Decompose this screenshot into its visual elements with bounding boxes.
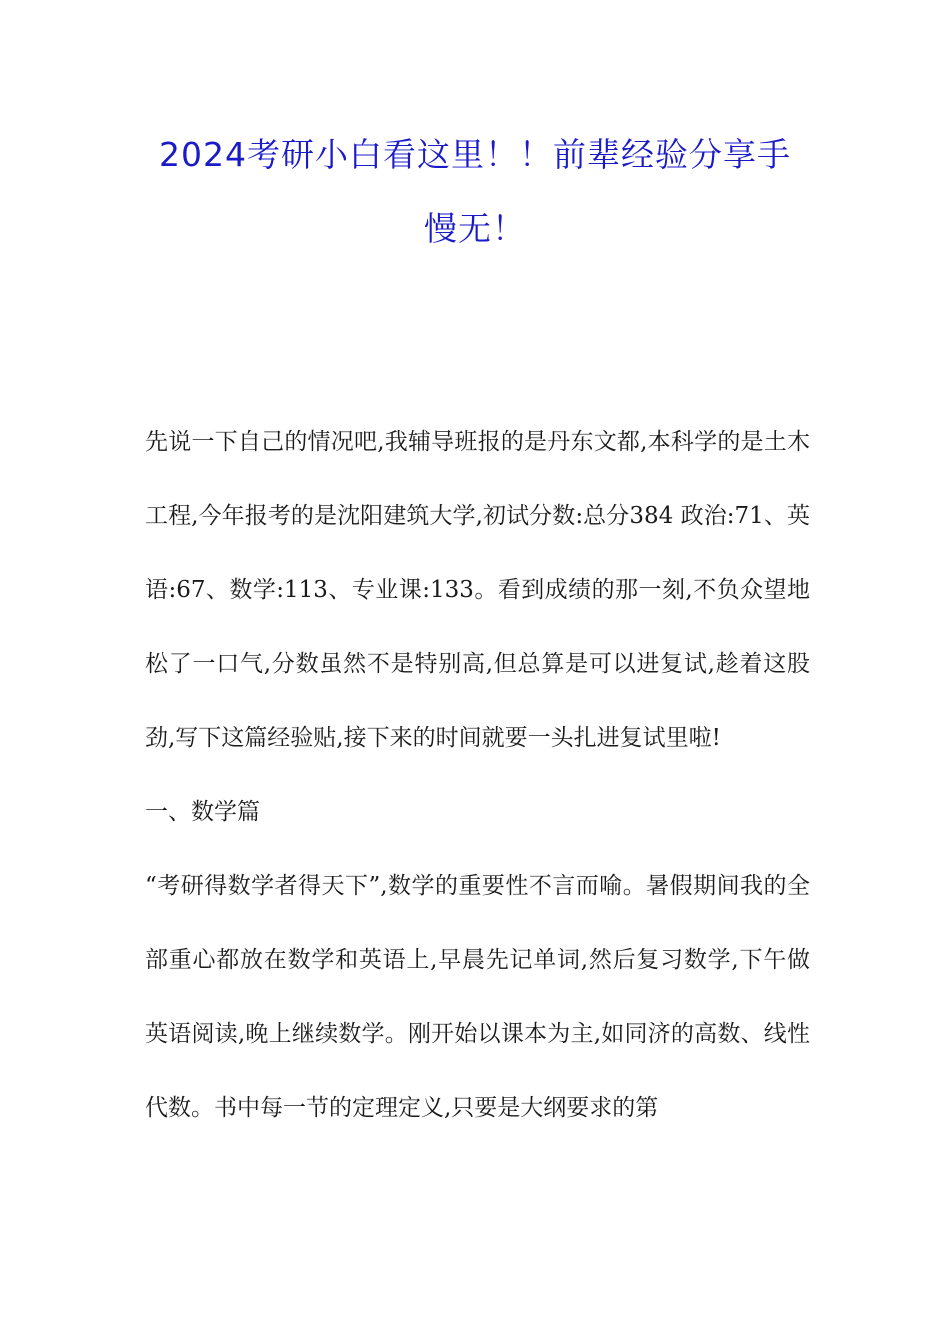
document-title: 2024考研小白看这里！！前辈经验分享手慢无！ [159,135,791,248]
document-body [145,405,810,1145]
section-heading-math: 一、数学篇 [145,799,260,825]
paragraph-intro: 先说一下自己的情况吧,我辅导班报的是丹东文都,本科学的是土木工程,今年报考的是沈阳建筑大学,初试分数:总分384 政治:71、英语:67、数学:113、专业课:133。看到成绩的那一刻,不负众望地松了一口气,分数虽然不是特别高,但总算是可以进复试,趁着这股劲,写下这篇经验贴,接下来的时间就要一头扎进复试里啦! [145,429,810,751]
paragraph-math: “考研得数学者得天下”,数学的重要性不言而喻。暑假期间我的全部重心都放在数学和英语上,早晨先记单词,然后复习数学,下午做英语阅读,晚上继续数学。刚开始以课本为主,如同济的高数、线性代数。书中每一节的定理定义,只要是大纲要求的第 [145,873,810,1121]
